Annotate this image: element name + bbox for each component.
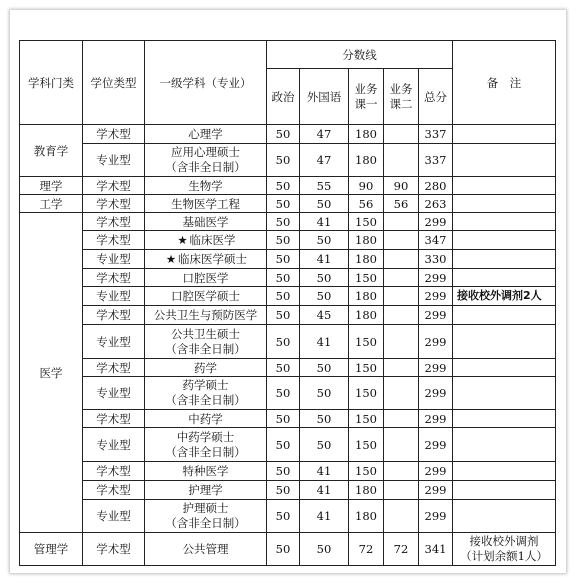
foreign-cell: 41 (300, 462, 349, 481)
header-politics: 政治 (267, 69, 300, 125)
course1-cell: 180 (349, 125, 384, 144)
course2-cell (384, 250, 419, 269)
course1-cell: 150 (349, 428, 384, 462)
total-cell: 299 (419, 287, 453, 306)
course1-cell: 150 (349, 325, 384, 359)
table-row (20, 269, 556, 287)
foreign-cell: 50 (300, 377, 349, 410)
total-cell: 299 (419, 213, 453, 231)
degree-type-cell: 学术型 (83, 359, 145, 377)
degree-type-cell: 专业型 (83, 287, 145, 306)
total-cell: 299 (419, 410, 453, 428)
course2-cell (384, 213, 419, 231)
course1-cell: 150 (349, 377, 384, 410)
subject-cell: 基础医学 (145, 213, 267, 231)
table-row (20, 359, 556, 377)
table-row (20, 500, 556, 533)
total-cell: 299 (419, 269, 453, 287)
foreign-cell: 41 (300, 325, 349, 359)
table-row (20, 287, 556, 306)
foreign-cell: 41 (300, 481, 349, 500)
foreign-cell: 50 (300, 410, 349, 428)
politics-cell: 50 (267, 462, 300, 481)
politics-cell: 50 (267, 287, 300, 306)
remarks-cell (453, 306, 556, 325)
total-cell: 299 (419, 428, 453, 462)
foreign-cell: 41 (300, 500, 349, 533)
politics-cell: 50 (267, 250, 300, 269)
total-cell: 299 (419, 500, 453, 533)
politics-cell: 50 (267, 269, 300, 287)
subject-cell: 药学 (145, 359, 267, 377)
politics-cell: 50 (267, 325, 300, 359)
subject-cell: 公共卫生硕士 （含非全日制） (145, 325, 267, 359)
course2-cell (384, 410, 419, 428)
degree-type-cell: 专业型 (83, 144, 145, 177)
category-cell: 工学 (20, 195, 83, 213)
course2-cell (384, 359, 419, 377)
remarks-cell (453, 177, 556, 195)
course1-cell: 180 (349, 250, 384, 269)
remarks-cell (453, 462, 556, 481)
remarks-cell (453, 481, 556, 500)
total-cell: 299 (419, 306, 453, 325)
course1-cell: 180 (349, 231, 384, 250)
remarks-cell (453, 410, 556, 428)
header-degree-type: 学位类型 (83, 41, 145, 125)
remarks-cell (453, 428, 556, 462)
subject-cell: 心理学 (145, 125, 267, 144)
total-cell: 299 (419, 377, 453, 410)
category-cell: 医学 (20, 213, 83, 533)
total-cell: 299 (419, 359, 453, 377)
subject-cell: 护理硕士 （含非全日制） (145, 500, 267, 533)
course2-cell (384, 428, 419, 462)
degree-type-cell: 学术型 (83, 481, 145, 500)
course2-cell: 72 (384, 533, 419, 566)
table-row (20, 306, 556, 325)
course2-cell: 90 (384, 177, 419, 195)
degree-type-cell: 学术型 (83, 462, 145, 481)
foreign-cell: 50 (300, 428, 349, 462)
degree-type-cell: 学术型 (83, 125, 145, 144)
course1-cell: 180 (349, 144, 384, 177)
politics-cell: 50 (267, 359, 300, 377)
degree-type-cell: 学术型 (83, 231, 145, 250)
politics-cell: 50 (267, 306, 300, 325)
course1-cell: 90 (349, 177, 384, 195)
course2-cell (384, 500, 419, 533)
course2-cell (384, 325, 419, 359)
score-line-table (19, 40, 556, 566)
degree-type-cell: 学术型 (83, 269, 145, 287)
politics-cell: 50 (267, 410, 300, 428)
header-score-line: 分数线 (267, 41, 453, 69)
course1-cell: 150 (349, 359, 384, 377)
category-cell: 教育学 (20, 125, 83, 177)
remarks-cell (453, 213, 556, 231)
subject-cell: 生物医学工程 (145, 195, 267, 213)
course2-cell (384, 377, 419, 410)
course1-cell: 56 (349, 195, 384, 213)
total-cell: 337 (419, 125, 453, 144)
politics-cell: 50 (267, 177, 300, 195)
total-cell: 341 (419, 533, 453, 566)
degree-type-cell: 专业型 (83, 377, 145, 410)
course2-cell (384, 481, 419, 500)
foreign-cell: 50 (300, 287, 349, 306)
remarks-cell (453, 500, 556, 533)
course2-cell (384, 306, 419, 325)
header-category: 学科门类 (20, 41, 83, 125)
course2-cell (384, 462, 419, 481)
remarks-cell (453, 125, 556, 144)
subject-cell: 生物学 (145, 177, 267, 195)
subject-cell: 中药学 (145, 410, 267, 428)
remarks-cell (453, 195, 556, 213)
subject-cell: 药学硕士 （含非全日制） (145, 377, 267, 410)
subject-cell: 口腔医学 (145, 269, 267, 287)
header-course-2: 业务 课二 (384, 69, 419, 125)
politics-cell: 50 (267, 195, 300, 213)
course1-cell: 180 (349, 287, 384, 306)
subject-cell: ★ 临床医学 (145, 231, 267, 250)
subject-cell: 口腔医学硕士 (145, 287, 267, 306)
politics-cell: 50 (267, 533, 300, 566)
total-cell: 299 (419, 481, 453, 500)
foreign-cell: 50 (300, 195, 349, 213)
header-course-1: 业务 课一 (349, 69, 384, 125)
remarks-cell (453, 231, 556, 250)
table-row (20, 125, 556, 144)
degree-type-cell: 专业型 (83, 325, 145, 359)
subject-cell: 中药学硕士 （含非全日制） (145, 428, 267, 462)
subject-cell: 护理学 (145, 481, 267, 500)
course1-cell: 150 (349, 410, 384, 428)
total-cell: 280 (419, 177, 453, 195)
remarks-cell: 接收校外调剂 （计划余额1人） (453, 533, 556, 566)
course2-cell (384, 269, 419, 287)
total-cell: 299 (419, 462, 453, 481)
politics-cell: 50 (267, 213, 300, 231)
table-row (20, 410, 556, 428)
subject-cell: 公共管理 (145, 533, 267, 566)
table-row (20, 533, 556, 566)
foreign-cell: 41 (300, 213, 349, 231)
category-cell: 理学 (20, 177, 83, 195)
foreign-cell: 45 (300, 306, 349, 325)
remarks-cell (453, 269, 556, 287)
remarks-cell (453, 359, 556, 377)
table-row (20, 213, 556, 231)
foreign-cell: 50 (300, 231, 349, 250)
table-row (20, 481, 556, 500)
politics-cell: 50 (267, 428, 300, 462)
table-row (20, 462, 556, 481)
degree-type-cell: 学术型 (83, 213, 145, 231)
politics-cell: 50 (267, 481, 300, 500)
star-icon: ★ (165, 252, 177, 266)
remarks-cell: 接收校外调剂2人 (453, 287, 556, 306)
course1-cell: 180 (349, 481, 384, 500)
remarks-cell (453, 377, 556, 410)
star-icon: ★ (177, 233, 188, 247)
subject-cell: 公共卫生与预防医学 (145, 306, 267, 325)
politics-cell: 50 (267, 377, 300, 410)
course1-cell: 150 (349, 462, 384, 481)
degree-type-cell: 专业型 (83, 500, 145, 533)
degree-type-cell: 专业型 (83, 250, 145, 269)
table-row (20, 377, 556, 410)
foreign-cell: 47 (300, 144, 349, 177)
degree-type-cell: 学术型 (83, 533, 145, 566)
subject-cell: ★ 临床医学硕士 (145, 250, 267, 269)
course2-cell (384, 231, 419, 250)
header-remarks: 备 注 (453, 41, 556, 125)
header-foreign-language: 外国语 (300, 69, 349, 125)
politics-cell: 50 (267, 231, 300, 250)
foreign-cell: 47 (300, 125, 349, 144)
category-cell: 管理学 (20, 533, 83, 566)
total-cell: 263 (419, 195, 453, 213)
politics-cell: 50 (267, 125, 300, 144)
course1-cell: 150 (349, 269, 384, 287)
header-total: 总分 (419, 69, 453, 125)
table-row (20, 231, 556, 250)
degree-type-cell: 专业型 (83, 428, 145, 462)
course2-cell (384, 287, 419, 306)
remarks-cell (453, 250, 556, 269)
course1-cell: 180 (349, 306, 384, 325)
foreign-cell: 50 (300, 359, 349, 377)
course2-cell (384, 125, 419, 144)
foreign-cell: 50 (300, 533, 349, 566)
course1-cell: 72 (349, 533, 384, 566)
remarks-cell (453, 144, 556, 177)
total-cell: 347 (419, 231, 453, 250)
total-cell: 299 (419, 325, 453, 359)
foreign-cell: 50 (300, 269, 349, 287)
table-row (20, 144, 556, 177)
total-cell: 330 (419, 250, 453, 269)
course2-cell: 56 (384, 195, 419, 213)
header-subject: 一级学科（专业） (145, 41, 267, 125)
course1-cell: 180 (349, 500, 384, 533)
table-row (20, 177, 556, 195)
degree-type-cell: 学术型 (83, 177, 145, 195)
subject-cell: 应用心理硕士 （含非全日制） (145, 144, 267, 177)
table-row (20, 428, 556, 462)
politics-cell: 50 (267, 144, 300, 177)
remarks-cell (453, 325, 556, 359)
foreign-cell: 55 (300, 177, 349, 195)
foreign-cell: 41 (300, 250, 349, 269)
table-row (20, 325, 556, 359)
course1-cell: 150 (349, 213, 384, 231)
table-row (20, 195, 556, 213)
course2-cell (384, 144, 419, 177)
table-row (20, 250, 556, 269)
subject-cell: 特种医学 (145, 462, 267, 481)
degree-type-cell: 学术型 (83, 410, 145, 428)
degree-type-cell: 学术型 (83, 195, 145, 213)
total-cell: 337 (419, 144, 453, 177)
politics-cell: 50 (267, 500, 300, 533)
degree-type-cell: 学术型 (83, 306, 145, 325)
